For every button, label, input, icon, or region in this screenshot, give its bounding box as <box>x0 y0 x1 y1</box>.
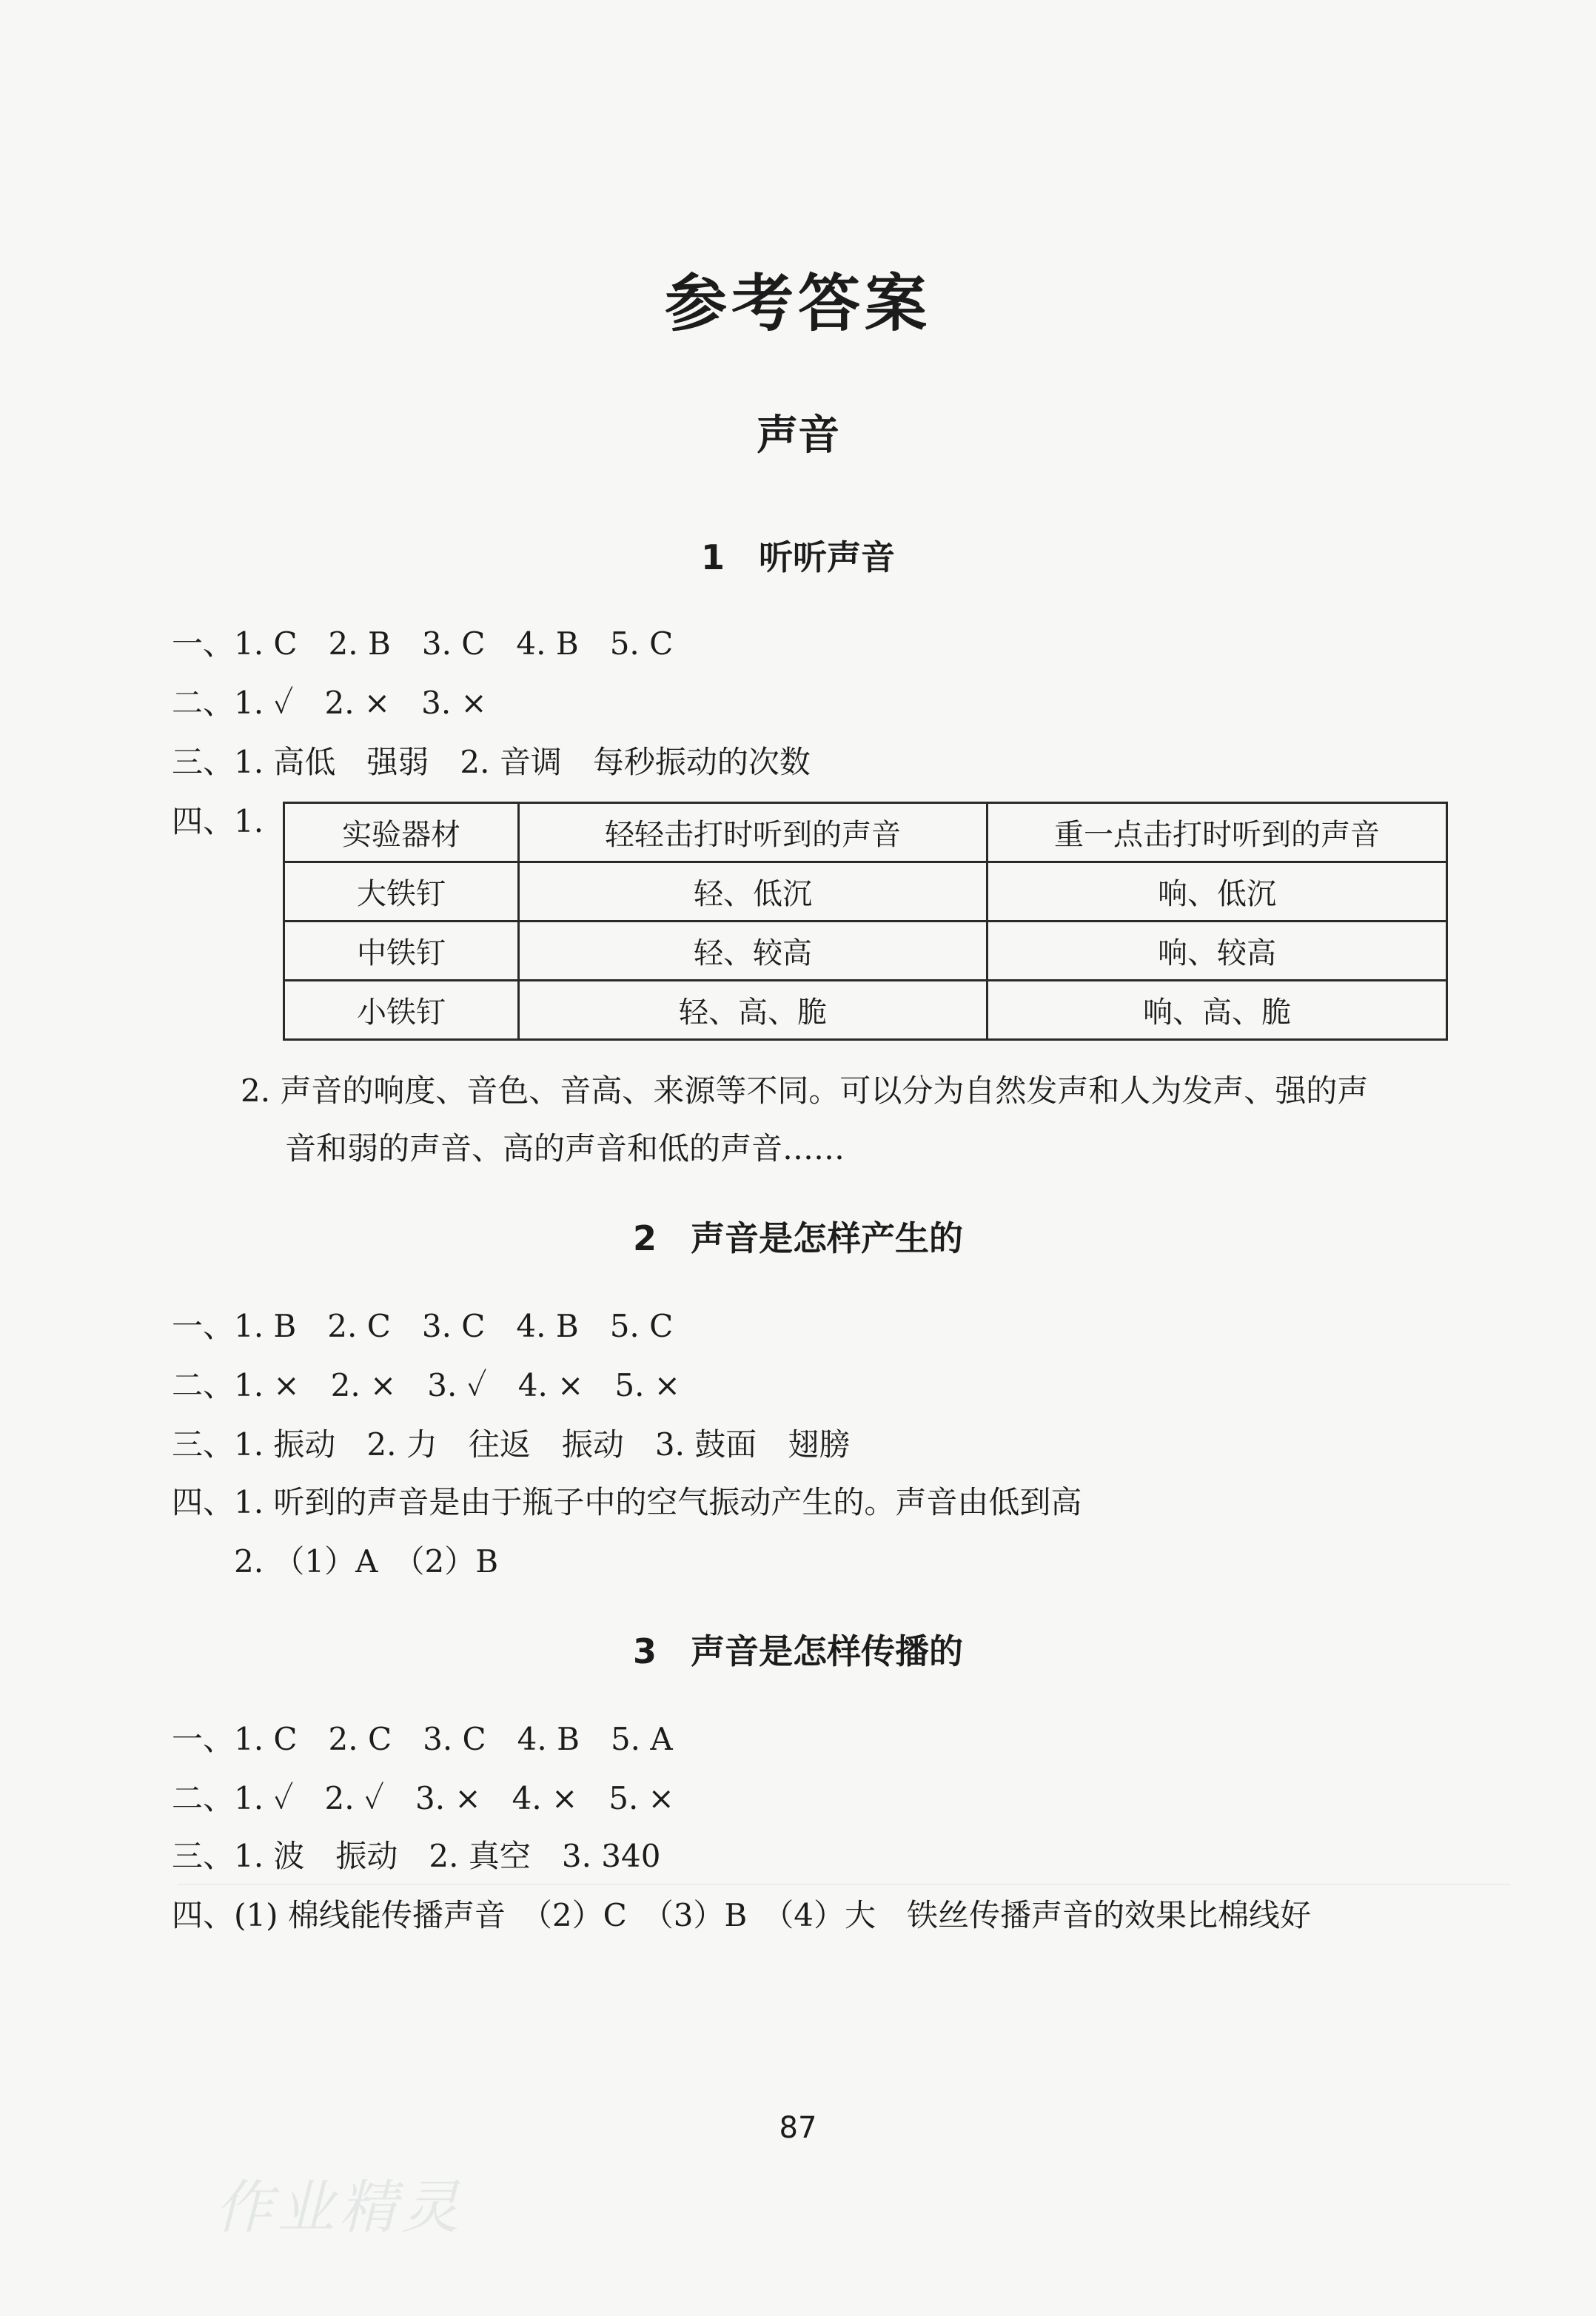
lesson-2-line-2: 二、1. × 2. × 3. ✓ 4. × 5. × <box>172 1367 680 1403</box>
table-row <box>284 862 1447 922</box>
table-header-cell: 轻轻击打时听到的声音 <box>519 803 988 862</box>
table-cell: 轻、高、脆 <box>519 981 988 1040</box>
lesson-2-title: 2 声音是怎样产生的 <box>632 1218 963 1258</box>
lesson-2-line-4: 四、1. 听到的声音是由于瓶子中的空气振动产生的。声音由低到高 <box>172 1484 1082 1520</box>
lesson-3-line-4: 四、(1) 棉线能传播声音 （2）C （3）B （4）大 铁丝传播声音的效果比棉线好 <box>172 1897 1312 1933</box>
table-cell: 大铁钉 <box>284 862 519 922</box>
lesson-3-line-2: 二、1. ✓ 2. ✓ 3. × 4. × 5. × <box>172 1780 674 1816</box>
page-title: 参考答案 <box>664 266 931 340</box>
lesson-1-line-1: 一、1. C 2. B 3. C 4. B 5. C <box>172 625 674 662</box>
lesson-1-q4-2-line-2: 音和弱的声音、高的声音和低的声音…… <box>285 1130 845 1167</box>
page-number: 87 <box>779 2111 817 2145</box>
table-header-cell: 重一点击打时听到的声音 <box>988 803 1447 862</box>
unit-title: 声音 <box>757 411 839 460</box>
experiment-table <box>283 802 1448 1041</box>
lesson-1-title: 1 听听声音 <box>700 537 895 577</box>
table-cell: 小铁钉 <box>284 981 519 1040</box>
table-cell: 响、低沉 <box>988 862 1447 922</box>
table-row <box>284 981 1447 1040</box>
lesson-1-line-2: 二、1. ✓ 2. × 3. × <box>172 685 487 721</box>
table-header-cell: 实验器材 <box>284 803 519 862</box>
lesson-1-line-3: 三、1. 高低 强弱 2. 音调 每秒振动的次数 <box>172 744 811 780</box>
lesson-2-line-1: 一、1. B 2. C 3. C 4. B 5. C <box>172 1308 674 1344</box>
table-cell: 轻、较高 <box>519 922 988 981</box>
lesson-3-title: 3 声音是怎样传播的 <box>632 1631 963 1671</box>
table-cell: 响、较高 <box>988 922 1447 981</box>
lesson-2-line-3: 三、1. 振动 2. 力 往返 振动 3. 鼓面 翅膀 <box>172 1426 851 1463</box>
watermark: 作业精灵 <box>215 2175 464 2241</box>
lesson-1-q4-2-line-1: 2. 声音的响度、音色、音高、来源等不同。可以分为自然发声和人为发声、强的声 <box>241 1073 1369 1109</box>
faint-divider <box>178 1884 1510 1885</box>
lesson-1-q4-label: 四、1. <box>172 803 264 839</box>
table-cell: 轻、低沉 <box>519 862 988 922</box>
table-cell: 中铁钉 <box>284 922 519 981</box>
table-header-row <box>284 803 1447 862</box>
lesson-3-line-1: 一、1. C 2. C 3. C 4. B 5. A <box>172 1721 673 1757</box>
table-cell: 响、高、脆 <box>988 981 1447 1040</box>
lesson-3-line-3: 三、1. 波 振动 2. 真空 3. 340 <box>172 1838 661 1874</box>
lesson-2-line-5: 2. （1）A （2）B <box>172 1543 499 1580</box>
table-row <box>284 922 1447 981</box>
